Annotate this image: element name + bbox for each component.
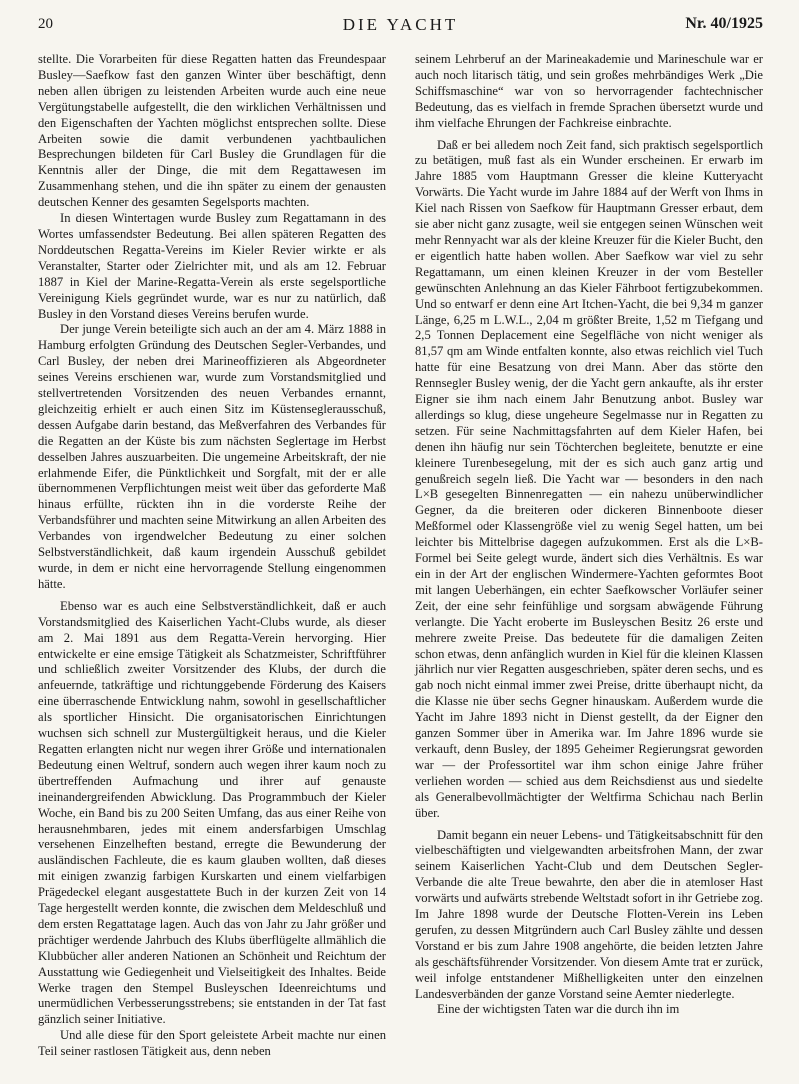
running-header [38,14,763,40]
magazine-title: DIE YACHT [342,15,459,34]
paragraph: Eine der wichtigsten Taten war die durch ihn im [437,1002,680,1017]
paragraph: Daß er bei alledem noch Zeit fand, sich praktisch segelsportlich zu betätigen, muß fast als ein Wunder erscheinen. Er erwarb im Jahre 1885 vom Hauptmann Gresser die kleine Kutteryacht Vorwärts. Die Yacht wurde im Jahre 1884 auf der Werft von Ihms in Kiel nach Rissen von Saefkow für Hauptmann Gresser erbaut, dem sie aber nicht ganz zusagte, weil sie entgegen seinen Wünschen weit mehr Rennyacht war als der kleine Kreuzer für die Kieler Bucht, den er eigentlich hatte haben wollen. Aber Saefkow war viel zu sehr Regattamann, um einen kleinen Kreuzer in der vom Besteller gewünschten Anlehnung an das Kieler Fährboot fertigzubekommen. Und so entwarf er denn eine Art Itchen-Yacht, die bei 9,34 m ganzer Länge, 6,25 m L.W.L., 2,04 m größter Breite, 1,52 m Tiefgang und 2,5 Tonnen Deplacement eine Segelfläche von nicht weniger als 81,57 qm am Winde entfalten konnte, also etwas reichlich viel Tuch hatte für eine Besatzung von drei Mann. Aber das störte den Rennsegler Busley wenig, der die Yacht gern ankaufte, als ihr erster Eigner sie ihm nach einem Jahr Benutzung anbot. Busley war allerdings so klug, diese ungeheure Segelmasse nur in Regatten zu setzen. Für seine Nachmittagsfahrten auf dem Kieler Hafen, bei denen ihn häufig nur sein Töchterchen begleitete, benutzte er eine kleinere Turenbesegelung, mit der es sich auch ganz artig und genußreich segeln ließ. Die Yacht war — besonders in den nach L×B gesegelten Binnenregatten — ein nahezu unüberwindlicher Gegner, da die breiteren oder dickeren Binnenboote dieser Meßformel oder Klassengröße viel zu wenig Segel hatten, um bei leichter bis Mittelbrise dagegen aufzukommen. Erst als die L×B-Formel bei Seite gelegt wurde, ändert sich dies Verhältnis. Es war ein in der Art der englischen Windermere-Yachten geformtes Boot mit langen Ueberhängen, ein echter Saefkowscher Vorläufer seiner Zeit, der eine sehr feinfühlige und sorgsam abwägende Führung verlangte. Die Yacht eroberte im Busleyschen Besitz 26 erste und mehrere zweite Preise. Das bedeutete für die damaligen Zeiten schon etwas, denn anfänglich wurden in Kiel für die kleinen Klassen jährlich nur vier Regatten ausgeschrieben, später deren sechs, und es gab noch nicht einmal immer zwei Preise, dritte überhaupt nicht, da die Klasse nie über sechs Gegner hinauskam. Außerdem wurde die Yacht im Jahre 1893 nicht in Dienst gestellt, da der Eigner den ganzen Sommer über in Amerika war. Im Jahre 1896 wurde sie verkauft, denn Busley, der 1895 Geheimer Regierungsrat geworden war — der Professortitel war ihm schon einige Jahre früher verliehen worden — schied aus dem Reichsdienst aus und siedelte als Generalbevollmächtigter der Weltfirma Schichau nach Berlin über. [415,137,763,820]
page-number: 20 [38,16,53,32]
article-columns [38,52,763,1060]
paragraph: In diesen Wintertagen wurde Busley zum Regattamann in des Wortes umfassendster Bedeutung. Bei allen späteren Regatten des Norddeutschen Regatta-Vereins im Kieler Revier wirkte er als Veranstalter, Starter oder Zielrichter mit, und als am 12. Februar 1887 in Kiel der Marine-Regatta-Verein als erste segelsportliche Vereinigung Kiels gegründet wurde, war es nur zu natürlich, daß Busley in den Vorstand dieses Vereins berufen wurde. [38,211,386,321]
paragraph: Der junge Verein beteiligte sich auch an der am 4. März 1888 in Hamburg erfolgten Gründung des Deutschen Segler-Verbandes, und Carl Busley, der neben drei Marineoffizieren als Abgeordneter seines Vereins erschienen war, wurde zum Vorstandsmitglied und stellvertretenden Vorsitzenden des neuen Verbandes ernannt, gleichzeitig erhielt er auch einen Sitz im Küstenseglerausschuß, dessen Aufgabe darin bestand, das Meßverfahren des Verbandes für die Regatten an der Küste bis zum nächsten Seglertage im Herbst desselben Jahres auszuarbeiten. Die ungemeine Arbeitskraft, der nie erlahmende Eifer, die Pünktlichkeit und Sorgfalt, mit der er alle übernommenen Verpflichtungen meist weit über das geforderte Maß hinaus erfüllte, rückten ihn in die vorderste Reihe der Verbandsführer und machten seine Mitwirkung an allen Arbeiten des Verbandes von irgendwelcher Bedeutung zu einer solchen Selbstverständlichkeit, daß kaum irgendein Ausschuß gebildet wurde, in dem er nicht eine hervorragende Stellung eingenommen hätte. [38,322,386,591]
right-column [415,52,763,1060]
paragraph: Und alle diese für den Sport geleistete Arbeit machte nur einen Teil seiner rastlosen Tätigkeit aus, denn neben [38,1028,386,1059]
paragraph: seinem Lehrberuf an der Marineakademie und Marineschule war er auch noch litarisch tätig, und sein großes mehrbändiges Werk „Die Schiffsmaschine“ war von so hervorragender fachtechnischer Bedeutung, das es vielfach in fremde Sprachen übersetzt wurde und ihm vielfache Ehrungen der Fachkreise einbrachte. [415,52,763,130]
paragraph: stellte. Die Vorarbeiten für diese Regatten hatten das Freundespaar Busley—Saefkow fast den ganzen Winter über beschäftigt, denn neben allen übrigen zu leistenden Arbeiten wurde auch eine neue Vergütungstabelle aufgestellt, die den wirklichen Verhältnissen und den Eigenschaften der Yachten möglichst entsprechen sollte. Diese Arbeiten sowie die damit verbundenen yachtbaulichen Besprechungen bildeten für Carl Busley die Grundlagen für die Kenntnis aller der Dinge, die mit dem Regattawesen im Zusammenhang stehen, und die ihn später zu einem der genausten deutschen Kenner des gesamten Segelsports machten. [38,52,386,210]
paragraph: Damit begann ein neuer Lebens- und Tätigkeitsabschnitt für den vielbeschäftigten und vielgewandten arbeitsfrohen Mann, der zwar seinem Kaiserlichen Yacht-Club und dem Deutschen Segler-Verbande die alte Treue bewahrte, den aber die in atemloser Hast vorwärts und aufwärts strebende Weltstadt sofort in ihr Getriebe zog. Im Jahre 1898 wurde der Deutsche Flotten-Verein ins Leben gerufen, zu dessen Mitgründern auch Carl Busley zählte und dessen Vorstand er bis zum Jahre 1908 angehörte, die beiden letzten Jahre als geschäftsführender Vorsitzender. Von diesem Amte trat er zurück, weil infolge entstandener Mißhelligkeiten unter den einzelnen Landesverbänden der ganze Vorstand seine Aemter niederlegte. [415,827,763,1001]
paragraph: Ebenso war es auch eine Selbstverständlichkeit, daß er auch Vorstandsmitglied des Kaiserlichen Yacht-Clubs wurde, als dieser am 2. Mai 1891 aus dem Regatta-Verein hervorging. Hier entwickelte er eine emsige Tätigkeit als Schatzmeister, Schriftführer und schließlich zweiter Vorsitzender des Klubs, der durch die anfeuernde, tatkräftige und richtunggebende Förderung des Kaisers eine überraschende Entwicklung nahm, sowohl in gesellschaftlicher als sportlicher Hinsicht. Die organisatorischen Einrichtungen wuchsen sich schnell zur Mustergültigkeit heraus, und die Kieler Regatten erlangten nicht nur wegen ihrer Größe und internationalen Bedeutung einen Weltruf, sondern auch wegen ihrer kaum noch zu übertreffenden Aufmachung und ihrer auf genauste ineinandergreifenden Abwicklung. Das Programmbuch der Kieler Woche, ein Band bis zu 200 Seiten Umfang, das aus einer Reihe von herausnehmbaren, jedes mit einem andersfarbigen Umschlag versehenen Einzelheften bestand, erregte die Bewunderung der ausländischen Fachleute, die es kaum glauben wollten, daß dieses mit einigen zwanzig farbigen Kurskarten und einem vielfarbigen Prägedeckel elegant ausgestattete Buch in der kurzen Zeit von 14 Tage hergestellt werden konnte, die zwischen dem Meldeschluß und dem ersten Regattatage lagen. Auch das von Jahr zu Jahr größer und prächtiger werdende Jahrbuch des Klubs überflügelte allmählich die Klubbücher aller anderen Nationen an Schönheit und Reichtum der Ausstattung wie Gediegenheit und Vielseitigkeit des Inhaltes. Beide Werke tragen den Stempel Busleyschen Ideenreichtums und unermüdlichen Verbesserungsstrebens; sie entstanden in der Tat fast gänzlich seiner Initiative. [38,598,386,1027]
left-column [38,52,386,1060]
issue-number: Nr. 40/1925 [685,15,763,32]
